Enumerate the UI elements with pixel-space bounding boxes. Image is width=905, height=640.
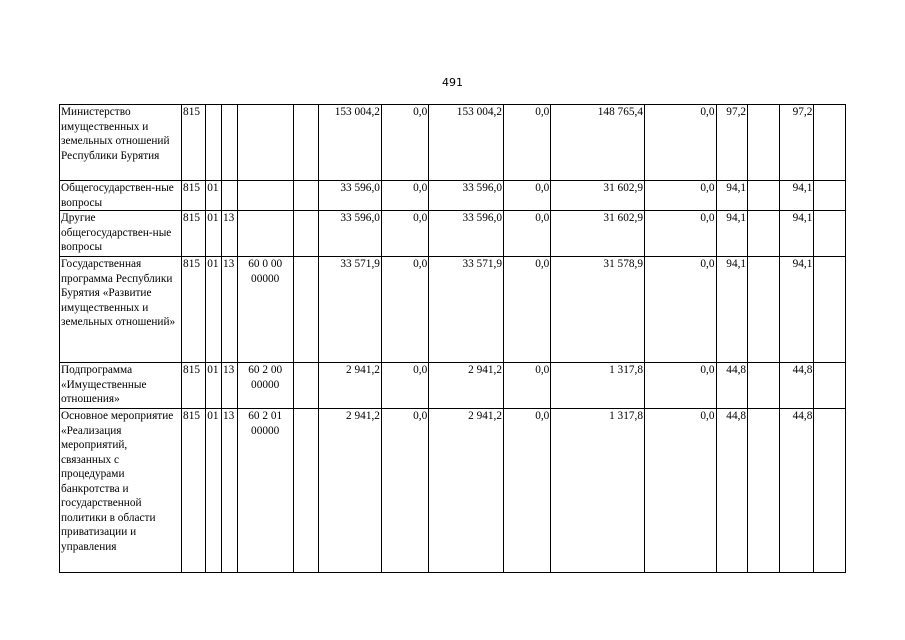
value-6: 0,0 — [644, 363, 716, 409]
pr-code: 13 — [222, 409, 238, 573]
value-4: 0,0 — [503, 105, 550, 181]
page-number: 491 — [442, 76, 463, 89]
value-9: 44,8 — [779, 363, 814, 409]
csr-code — [237, 105, 293, 181]
value-3: 33 571,9 — [429, 257, 504, 363]
pr-code: 13 — [222, 257, 238, 363]
value-5: 1 317,8 — [551, 409, 645, 573]
value-4: 0,0 — [503, 181, 550, 211]
value-9: 94,1 — [779, 257, 814, 363]
table-row — [60, 105, 846, 181]
value-2: 0,0 — [381, 105, 428, 181]
value-7: 94,1 — [716, 257, 748, 363]
value-9: 94,1 — [779, 211, 814, 257]
value-7: 97,2 — [716, 105, 748, 181]
csr-code — [237, 211, 293, 257]
vr-code — [293, 257, 318, 363]
row-name: Государственная программа Республики Бурятия «Развитие имущественных и земельных отношений» — [60, 257, 182, 363]
row-name: Подпрограмма «Имущественные отношения» — [60, 363, 182, 409]
ved-code: 815 — [182, 211, 206, 257]
pr-code — [222, 181, 238, 211]
value-9: 44,8 — [779, 409, 814, 573]
value-7: 44,8 — [716, 409, 748, 573]
table-row — [60, 211, 846, 257]
ved-code: 815 — [182, 363, 206, 409]
value-4: 0,0 — [503, 211, 550, 257]
value-5: 31 602,9 — [551, 211, 645, 257]
row-name: Общегосударствен-ные вопросы — [60, 181, 182, 211]
table-row — [60, 363, 846, 409]
pr-code: 13 — [222, 363, 238, 409]
value-1: 33 596,0 — [318, 181, 381, 211]
rz-code: 01 — [206, 181, 222, 211]
vr-code — [293, 181, 318, 211]
value-6: 0,0 — [644, 211, 716, 257]
value-10 — [814, 211, 846, 257]
ved-code: 815 — [182, 105, 206, 181]
ved-code: 815 — [182, 181, 206, 211]
value-5: 1 317,8 — [551, 363, 645, 409]
value-8 — [748, 181, 780, 211]
vr-code — [293, 363, 318, 409]
rz-code — [206, 105, 222, 181]
table-row — [60, 181, 846, 211]
value-9: 94,1 — [779, 181, 814, 211]
value-8 — [748, 363, 780, 409]
rz-code: 01 — [206, 211, 222, 257]
csr-code — [237, 181, 293, 211]
value-4: 0,0 — [503, 363, 550, 409]
value-2: 0,0 — [381, 409, 428, 573]
vr-code — [293, 409, 318, 573]
pr-code: 13 — [222, 211, 238, 257]
vr-code — [293, 211, 318, 257]
value-3: 33 596,0 — [429, 181, 504, 211]
value-4: 0,0 — [503, 409, 550, 573]
value-1: 2 941,2 — [318, 363, 381, 409]
value-10 — [814, 105, 846, 181]
value-1: 153 004,2 — [318, 105, 381, 181]
ved-code: 815 — [182, 257, 206, 363]
value-8 — [748, 211, 780, 257]
csr-code: 60 2 01 00000 — [237, 409, 293, 573]
value-1: 2 941,2 — [318, 409, 381, 573]
value-2: 0,0 — [381, 211, 428, 257]
rz-code: 01 — [206, 363, 222, 409]
table-row — [60, 257, 846, 363]
vr-code — [293, 105, 318, 181]
row-name: Другие общегосударствен-ные вопросы — [60, 211, 182, 257]
csr-code: 60 0 00 00000 — [237, 257, 293, 363]
csr-code: 60 2 00 00000 — [237, 363, 293, 409]
value-7: 94,1 — [716, 211, 748, 257]
value-6: 0,0 — [644, 181, 716, 211]
value-2: 0,0 — [381, 257, 428, 363]
value-3: 33 596,0 — [429, 211, 504, 257]
value-7: 44,8 — [716, 363, 748, 409]
value-1: 33 596,0 — [318, 211, 381, 257]
row-name: Основное мероприятие «Реализация мероприятий, связанных с процедурами банкротства и государственной политики в области приватизации и управления — [60, 409, 182, 573]
value-8 — [748, 257, 780, 363]
value-8 — [748, 409, 780, 573]
value-5: 148 765,4 — [551, 105, 645, 181]
value-8 — [748, 105, 780, 181]
value-10 — [814, 409, 846, 573]
value-10 — [814, 181, 846, 211]
rz-code: 01 — [206, 409, 222, 573]
value-1: 33 571,9 — [318, 257, 381, 363]
value-6: 0,0 — [644, 409, 716, 573]
value-5: 31 602,9 — [551, 181, 645, 211]
ved-code: 815 — [182, 409, 206, 573]
rz-code: 01 — [206, 257, 222, 363]
value-4: 0,0 — [503, 257, 550, 363]
pr-code — [222, 105, 238, 181]
value-6: 0,0 — [644, 105, 716, 181]
table-row — [60, 409, 846, 573]
value-3: 153 004,2 — [429, 105, 504, 181]
value-3: 2 941,2 — [429, 363, 504, 409]
value-10 — [814, 363, 846, 409]
value-9: 97,2 — [779, 105, 814, 181]
value-3: 2 941,2 — [429, 409, 504, 573]
budget-table — [59, 104, 846, 573]
row-name: Министерство имущественных и земельных отношений Республики Бурятия — [60, 105, 182, 181]
value-7: 94,1 — [716, 181, 748, 211]
value-2: 0,0 — [381, 181, 428, 211]
value-10 — [814, 257, 846, 363]
value-5: 31 578,9 — [551, 257, 645, 363]
value-2: 0,0 — [381, 363, 428, 409]
value-6: 0,0 — [644, 257, 716, 363]
